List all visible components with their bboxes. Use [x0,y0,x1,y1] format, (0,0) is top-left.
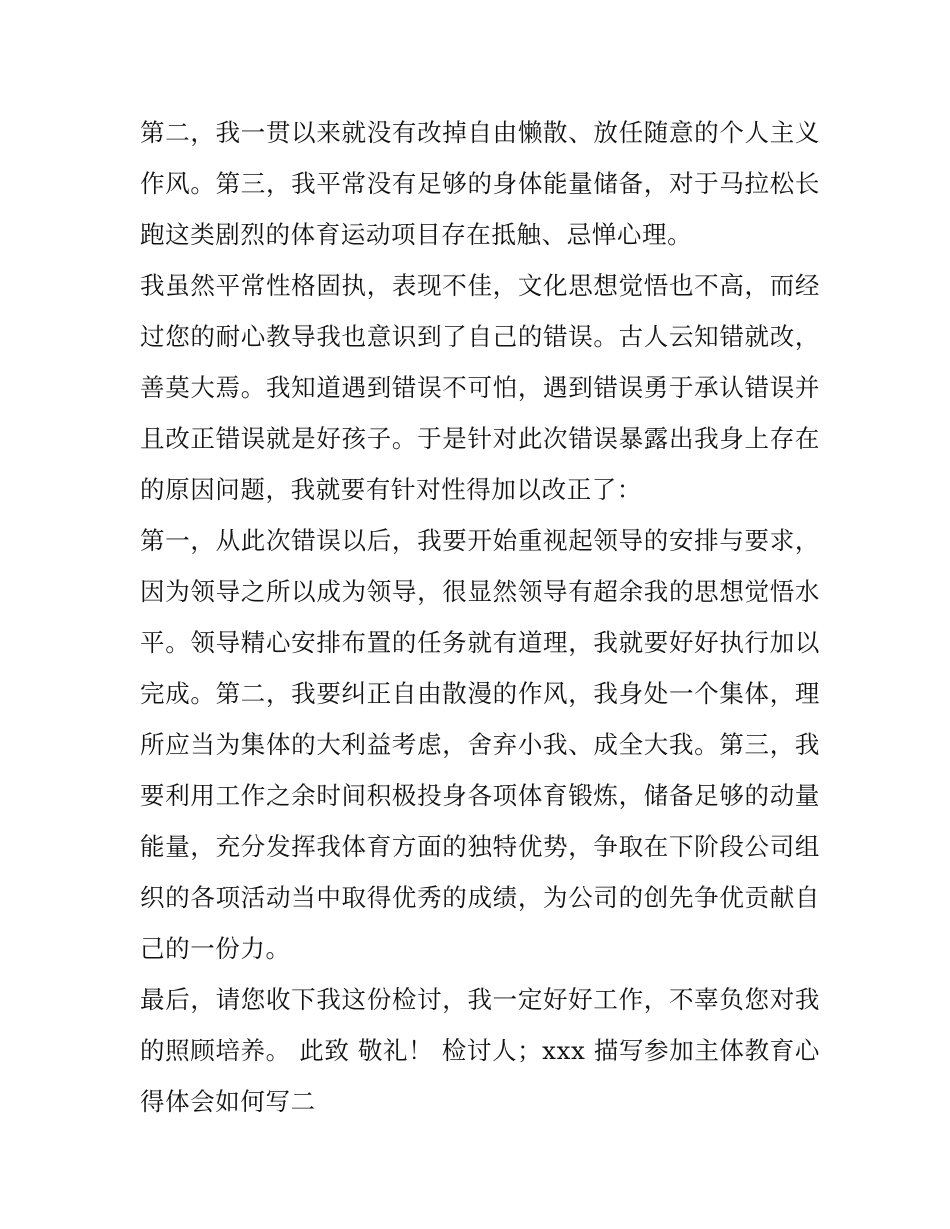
paragraph-4: 最后，请您收下我这份检讨，我一定好好工作，不辜负您对我的照顾培养。 此致 敬礼！ 检讨人；xxx 描写参加主体教育心得体会如何写二 [140,985,820,1116]
paragraph-3: 第一，从此次错误以后，我要开始重视起领导的安排与要求，因为领导之所以成为领导，很显然领导有超余我的思想觉悟水平。领导精心安排布置的任务就有道理，我就要好好执行加以完成。第二，我要纠正自由散漫的作风，我身处一个集体，理所应当为集体的大利益考虑，舍弃小我、成全大我。第三，我要利用工作之余时间积极投身各项体育锻炼，储备足够的动量能量，充分发挥我体育方面的独特优势，争取在下阶段公司组织的各项活动当中取得优秀的成绩，为公司的创先争优贡献自己的一份力。 [140,526,820,963]
paragraph-1: 第二，我一贯以来就没有改掉自由懒散、放任随意的个人主义作风。第三，我平常没有足够的身体能量储备，对于马拉松长跑这类剧烈的体育运动项目存在抵触、忌惮心理。 [140,118,820,249]
paragraph-2: 我虽然平常性格固执，表现不佳，文化思想觉悟也不高，而经过您的耐心教导我也意识到了自己的错误。古人云知错就改，善莫大焉。我知道遇到错误不可怕，遇到错误勇于承认错误并且改正错误就是好孩子。于是针对此次错误暴露出我身上存在的原因问题，我就要有针对性得加以改正了： [140,271,820,504]
document-body [140,107,820,1127]
